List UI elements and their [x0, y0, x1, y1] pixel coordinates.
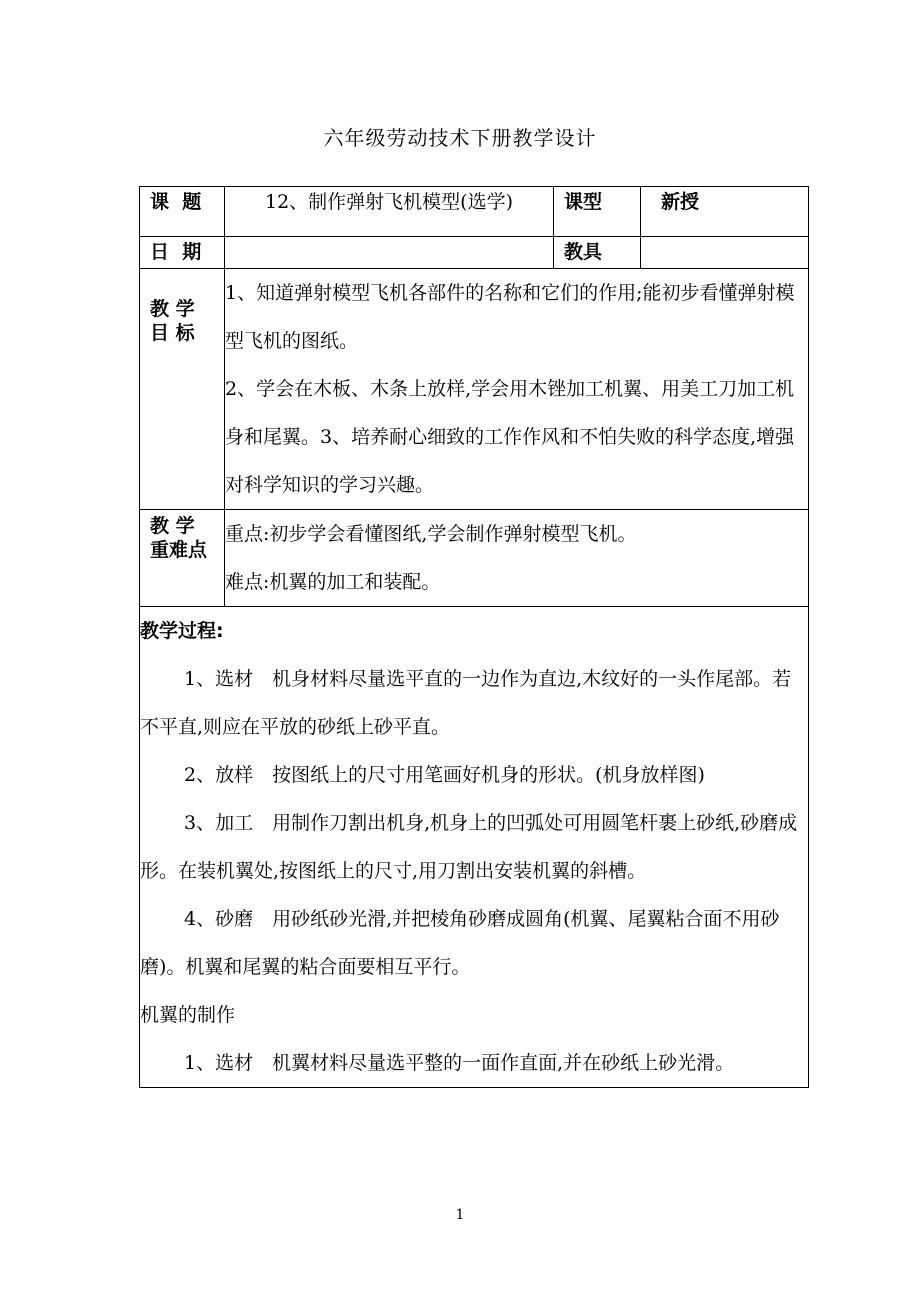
keypoints-row [140, 510, 809, 607]
process-step: 2、放样 按图纸上的尺寸用笔画好机身的形状。(机身放样图) [184, 764, 705, 786]
keypoints-label: 教 学 重难点 [150, 515, 208, 561]
date-value-cell [225, 237, 554, 269]
process-step: 3、加工 用制作刀割出机身,机身上的凹弧处可用圆笔杆裹上砂纸,砂磨成形。在装机翼处,按图纸上的尺寸,用刀割出安装机翼的斜槽。 [140, 812, 798, 882]
date-label-cell [140, 237, 225, 269]
page-number: 1 [455, 1207, 465, 1223]
topic-value-cell [225, 187, 554, 237]
date-row [140, 237, 809, 269]
topic-value: 12、制作弹射飞机模型(选学) [264, 191, 513, 213]
type-label: 课型 [564, 191, 603, 213]
lesson-plan-table [139, 186, 809, 1088]
wing-heading: 机翼的制作 [140, 1004, 236, 1026]
type-label-cell [554, 187, 641, 237]
keypoints-cell [225, 510, 809, 607]
objectives-label-cell [140, 269, 225, 510]
keypoints-label-cell [140, 510, 225, 607]
objectives-row [140, 269, 809, 510]
key-point: 重点:初步学会看懂图纸,学会制作弹射模型飞机。 [225, 523, 637, 545]
process-step: 1、选材 机身材料尽量选平直的一边作为直边,木纹好的一头作尾部。若不平直,则应在平放的砂纸上砂平直。 [140, 668, 792, 738]
objective-item: 1、知道弹射模型飞机各部件的名称和它们的作用;能初步看懂弹射模型飞机的图纸。 [225, 282, 795, 352]
wing-step: 1、选材 机翼材料尽量选平整的一面作直面,并在砂纸上砂光滑。 [184, 1052, 735, 1074]
process-step: 4、砂磨 用砂纸砂光滑,并把棱角砂磨成圆角(机翼、尾翼粘合面不用砂磨)。机翼和尾翼的粘合面要相互平行。 [140, 908, 780, 978]
document-title: 六年级劳动技术下册教学设计 [323, 126, 597, 150]
process-row [140, 607, 809, 1088]
objectives-cell [225, 269, 809, 510]
objective-item: 2、学会在木板、木条上放样,学会用木锉加工机翼、用美工刀加工机身和尾翼。3、培养耐心细致的工作作风和不怕失败的科学态度,增强对科学知识的学习兴趣。 [225, 378, 795, 496]
type-value-cell [641, 187, 809, 237]
difficult-point: 难点:机翼的加工和装配。 [225, 571, 441, 593]
topic-label-cell [140, 187, 225, 237]
process-heading: 教学过程: [140, 620, 224, 642]
objectives-label: 教 学 目 标 [150, 298, 195, 344]
topic-label: 课 题 [150, 191, 202, 213]
date-label: 日 期 [150, 241, 202, 263]
process-cell [140, 607, 809, 1088]
tools-label-cell [554, 237, 641, 269]
type-value: 新授 [661, 191, 700, 213]
tools-value-cell [641, 237, 809, 269]
tools-label: 教具 [564, 241, 603, 263]
topic-row [140, 187, 809, 237]
